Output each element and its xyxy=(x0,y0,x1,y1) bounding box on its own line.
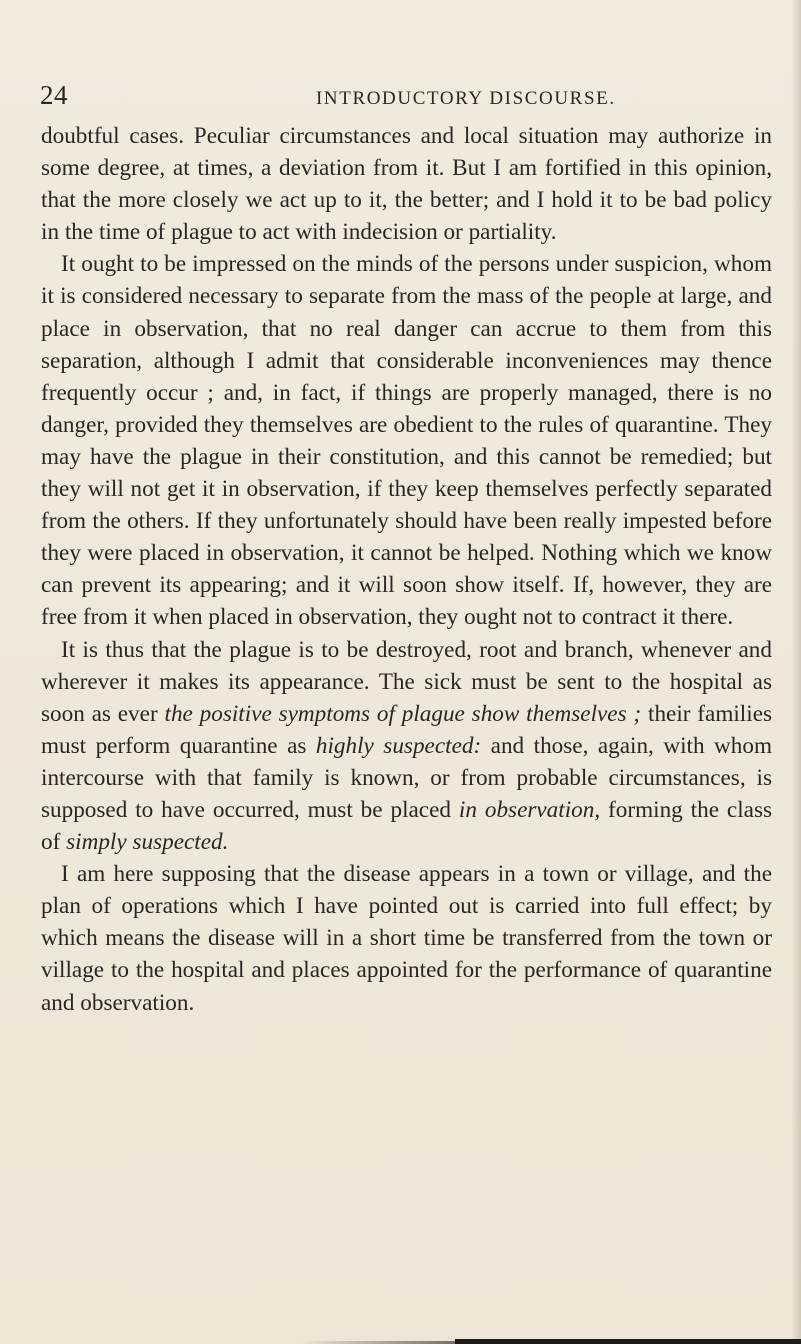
paragraph-3-text: and those, again, with whom intercourse with that family is known, or from probable circumstances, is supposed to have occurred, must be placed xyxy=(41,732,773,823)
page-edge-shadow xyxy=(791,0,801,1344)
italic-phrase-in-observation: in observation, xyxy=(458,796,601,823)
paragraph-4-text: I am here supposing that the disease appears in a town or village, and the plan of operations which I have pointed out is carried into full effect; by which means the disease will in a short time be transferred from the town or village to the hospital and places appointed for the performance of quarantine and observation. xyxy=(41,861,772,1016)
paragraph-3-text: It is thus that the plague is to be destroyed, root and branch, whenever and wherever it makes its appearance. The sick must be sent to the hospital as soon as ever xyxy=(41,636,772,727)
italic-phrase-highly-suspected: highly suspected: xyxy=(315,732,482,759)
paragraph-2-text: It ought to be impressed on the minds of the persons under suspicion, whom it is considered necessary to separate from the mass of the people at large, and place in observation, that no real danger can accrue to them from this separation, although I admit that considerable inconveniences may thence frequently occur ; and, in fact, if things are properly managed, there is no danger, provided they themselves are obedient to the rules of quarantine. They may have the plague in their constitution, and this cannot be remedied; but they will not get it in observation, if they keep themselves perfectly separated from the others. If they unfortunately should have been really impested before they were placed in observation, it cannot be helped. Nothing which we know can prevent its appearing; and it will soon show itself. If, however, they are free from it when placed in observation, they ought not to contract it there. xyxy=(41,251,772,631)
body-text xyxy=(41,120,772,1019)
running-head: INTRODUCTORY DISCOURSE. xyxy=(316,88,616,109)
italic-phrase-positive-symptoms: the positive symptoms of plague show themselves ; xyxy=(164,700,642,727)
italic-phrase-simply-suspected: simply suspected. xyxy=(66,829,229,856)
paragraph-1 xyxy=(41,120,772,248)
scan-edge-bar xyxy=(455,1339,801,1344)
paragraph-1-text: doubtful cases. Peculiar circumstances and local situation may authorize in some degree, at times, a deviation from it. But I am fortified in this opinion, that the more closely we act up to it, the better; and I hold it to be bad policy in the time of plague to act with indecision or partiality. xyxy=(41,123,772,246)
paragraph-2 xyxy=(41,248,772,633)
paragraph-4 xyxy=(41,858,772,1018)
paragraph-3-text: forming the class of xyxy=(41,796,772,856)
paragraph-3 xyxy=(41,634,772,859)
page-number: 24 xyxy=(40,80,68,110)
paragraph-3-text: their families must perform quarantine as xyxy=(41,700,773,759)
